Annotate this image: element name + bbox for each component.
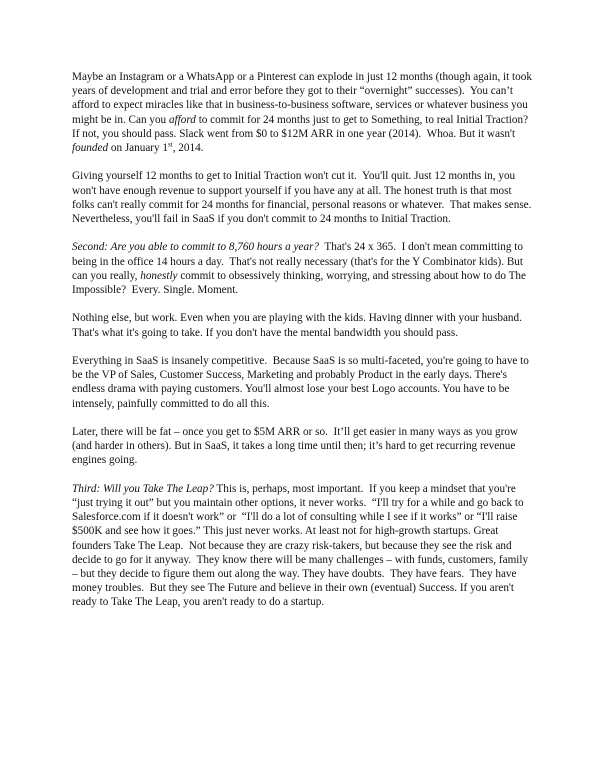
text-run-italic: Second: Are you able to commit to 8,760 hours a year? [72, 241, 320, 254]
paragraph-2 [72, 169, 538, 226]
text-run: That's 24 x 365. I don't mean committing to being in the office 14 hours a day. That's not really necessary (that's for the Y Combinator kids). But can you really, [72, 241, 526, 282]
text-run: Later, there will be fat – once you get to $5M ARR or so. It’ll get easier in many ways as you grow (and harder in others). But in SaaS, it takes a long time until then; it’s hard to get recurring revenue engines going. [72, 426, 521, 467]
text-run-italic: founded [72, 142, 109, 155]
text-run: Maybe an Instagram or a WhatsApp or a Pinterest can explode in just 12 months (though again, it took years of development and trial and error before they got to their “overnight” successes). You can’t afford to expect miracles like that in business-to-business software, services or whatever business you might be in. Can you [72, 71, 535, 126]
superscript: st [168, 140, 173, 149]
text-run: , 2014. [172, 142, 204, 155]
document-body [72, 70, 538, 624]
text-run-italic: afford [168, 113, 196, 126]
paragraph-7 [72, 482, 534, 610]
text-run: This is, perhaps, most important. If you keep a mindset that you're “just trying it out” but you maintain other options, it never works. “I'll try for a while and go back to Salesforce.com if it doesn't work” or “I'll do a lot of consulting while I see if it works” or “I'll raise $500K and see how it goes.” This just never works. At least not for high-growth startups. Great founders Take The Leap. Not because they are crazy risk-takers, but because they see the risk and decide to go for it anyway. They know there will be many challenges – with funds, customers, family – but they decide to figure them out along the way. They have doubts. They have fears. They have money troubles. But they see The Future and believe in their own (eventual) Success. If you aren't ready to Take The Leap, you aren't ready to do a startup. [72, 482, 531, 609]
paragraph-3 [72, 240, 534, 297]
text-run: Everything in SaaS is insanely competitive. Because SaaS is so multi-faceted, you're going to have to be the VP of Sales, Customer Success, Marketing and probably Product in the early days. There's endless drama with paying customers. You'll almost lose your best Logo accounts. You have to be intensely, painfully committed to do all this. [72, 355, 532, 410]
text-run-italic: honestly [140, 269, 178, 282]
text-run: commit to obsessively thinking, worrying, and stressing about how to do The Impossible? Every. Single. Moment. [72, 269, 529, 297]
paragraph-6 [72, 425, 534, 468]
paragraph-1 [72, 70, 534, 155]
text-run-italic: Third: Will you Take The Leap? [72, 482, 214, 495]
text-run: Giving yourself 12 months to get to Initial Traction won't cut it. You'll quit. Just 12 months in, you won't have enough revenue to support yourself if you have any at all. The honest truth is that most folks can't really commit for 24 months for financial, personal reasons or whatever. That makes sense. Nevertheless, you'll fail in SaaS if you don't commit to 24 months to Initial Traction. [72, 170, 538, 226]
text-run: Nothing else, but work. Even when you are playing with the kids. Having dinner with your husband. That's what it's going to take. If you don't have the mental bandwidth you should pass. [72, 312, 525, 339]
text-run: on January 1 [108, 142, 169, 155]
text-run: to commit for 24 months just to get to Something, to real Initial Traction? If not, you should pass. Slack went from $0 to $12M ARR in one year (2014). Whoa. But it wasn't [72, 113, 534, 140]
paragraph-5 [72, 354, 534, 411]
paragraph-4 [72, 311, 534, 339]
